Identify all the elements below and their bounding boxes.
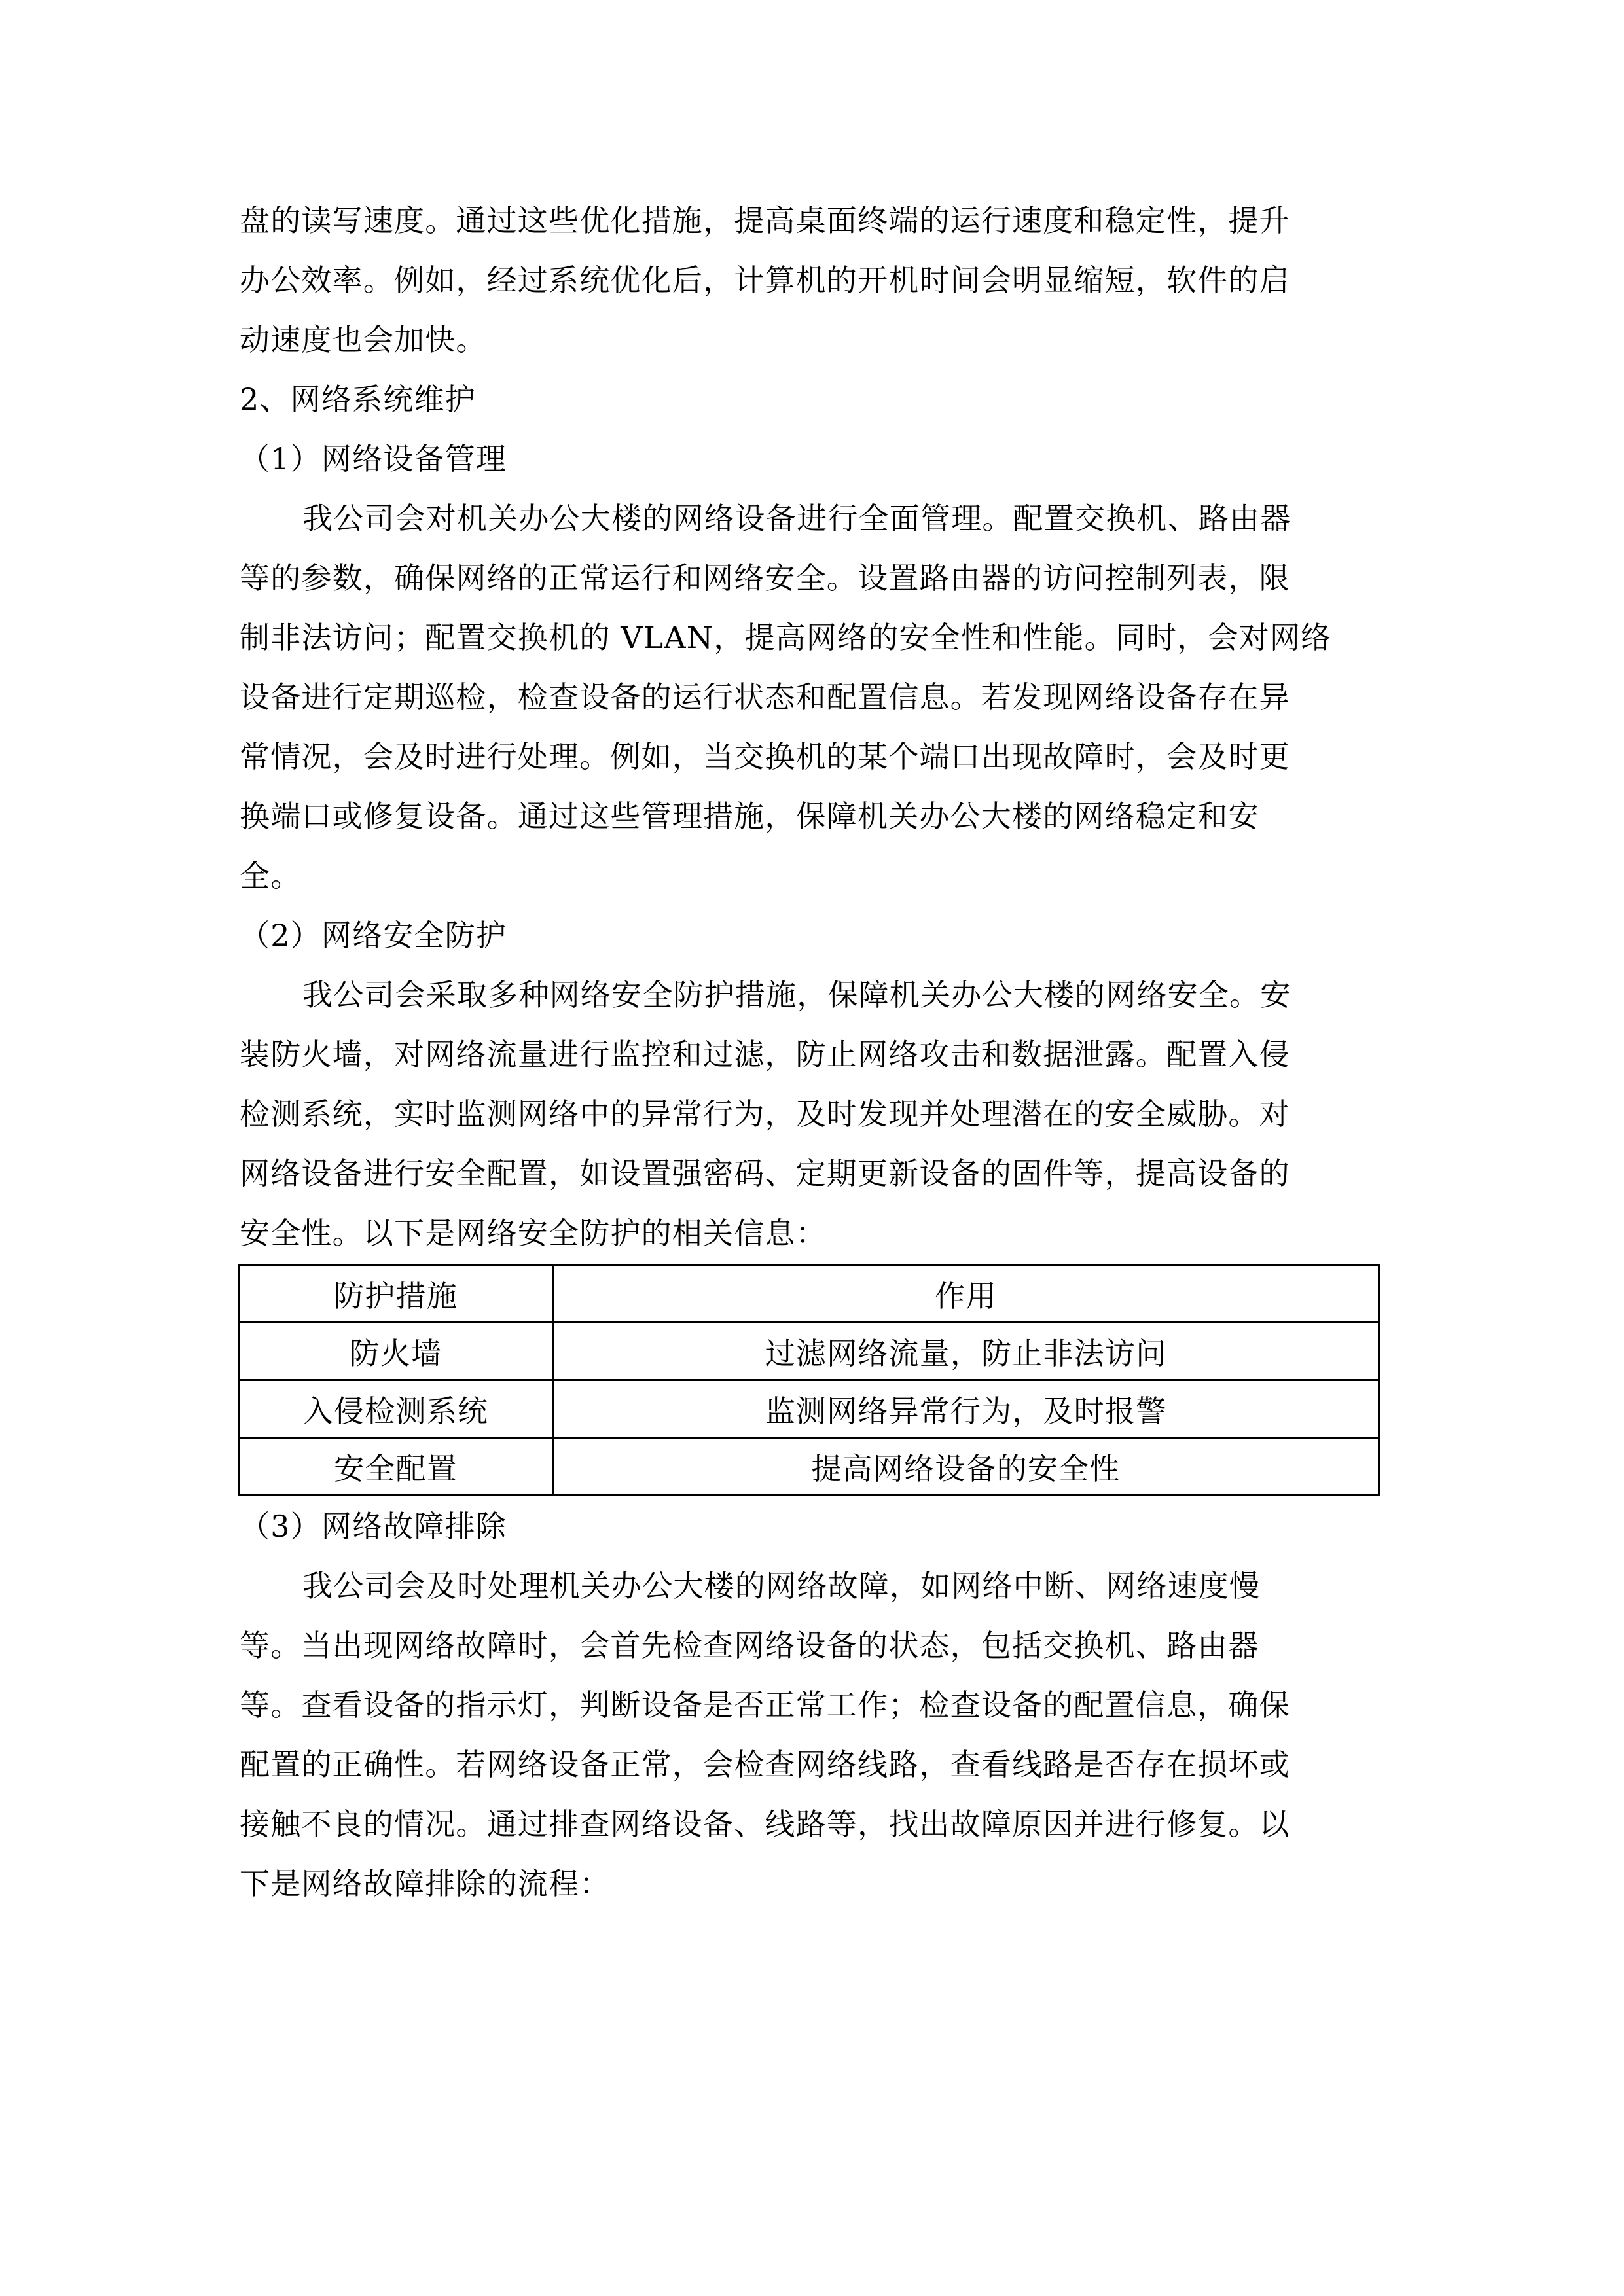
table-cell: 提高网络设备的安全性 xyxy=(553,1438,1379,1496)
text-line: 下是网络故障排除的流程： xyxy=(240,1866,611,1901)
text-line: 全。 xyxy=(240,858,302,893)
text-line: 制非法访问；配置交换机的 VLAN，提高网络的安全性和性能。同时，会对网络 xyxy=(240,620,1332,655)
text-line: 网络设备进行安全配置，如设置强密码、定期更新设备的固件等，提高设备的 xyxy=(240,1156,1290,1191)
subsection-heading: （3）网络故障排除 xyxy=(240,1509,507,1544)
security-measures-table xyxy=(238,1264,1380,1496)
table-cell: 过滤网络流量，防止非法访问 xyxy=(553,1323,1379,1380)
text-line: 装防火墙，对网络流量进行监控和过滤，防止网络攻击和数据泄露。配置入侵 xyxy=(240,1037,1290,1072)
text-line: 我公司会对机关办公大楼的网络设备进行全面管理。配置交换机、路由器 xyxy=(302,501,1291,536)
table-header-cell: 防护措施 xyxy=(239,1265,553,1323)
table-row xyxy=(239,1323,1379,1380)
section-heading: 2、网络系统维护 xyxy=(240,382,476,417)
text-line: 盘的读写速度。通过这些优化措施，提高桌面终端的运行速度和稳定性，提升 xyxy=(240,203,1290,238)
table-header-row xyxy=(239,1265,1379,1323)
text-line: 我公司会采取多种网络安全防护措施，保障机关办公大楼的网络安全。安 xyxy=(302,977,1291,1013)
text-line: 设备进行定期巡检，检查设备的运行状态和配置信息。若发现网络设备存在异 xyxy=(240,679,1290,715)
table-cell: 监测网络异常行为，及时报警 xyxy=(553,1380,1379,1438)
text-line: 检测系统，实时监测网络中的异常行为，及时发现并处理潜在的安全威胁。对 xyxy=(240,1096,1290,1132)
text-line: 我公司会及时处理机关办公大楼的网络故障，如网络中断、网络速度慢 xyxy=(302,1568,1261,1604)
table-header-cell: 作用 xyxy=(553,1265,1379,1323)
text-line: 等。查看设备的指示灯，判断设备是否正常工作；检查设备的配置信息，确保 xyxy=(240,1687,1290,1723)
text-line: 动速度也会加快。 xyxy=(240,322,487,357)
text-line: 办公效率。例如，经过系统优化后，计算机的开机时间会明显缩短，软件的启 xyxy=(240,262,1290,298)
text-line: 换端口或修复设备。通过这些管理措施，保障机关办公大楼的网络稳定和安 xyxy=(240,798,1259,834)
paragraph-network-troubleshooting xyxy=(240,1556,1382,1914)
text-line: 安全性。以下是网络安全防护的相关信息： xyxy=(240,1215,827,1251)
text-line: 等的参数，确保网络的正常运行和网络安全。设置路由器的访问控制列表，限 xyxy=(240,560,1290,596)
text-line: 配置的正确性。若网络设备正常，会检查网络线路，查看线路是否存在损坏或 xyxy=(240,1747,1290,1782)
paragraph-network-device-management xyxy=(240,489,1382,906)
subsection-heading: （1）网络设备管理 xyxy=(240,441,507,476)
text-line: 等。当出现网络故障时，会首先检查网络设备的状态，包括交换机、路由器 xyxy=(240,1628,1259,1663)
document-page xyxy=(240,191,1382,1914)
table-cell: 入侵检测系统 xyxy=(239,1380,553,1438)
table-cell: 防火墙 xyxy=(239,1323,553,1380)
paragraph-network-security xyxy=(240,965,1382,1263)
table-cell: 安全配置 xyxy=(239,1438,553,1496)
subsection-heading: （2）网络安全防护 xyxy=(240,918,507,953)
table-row xyxy=(239,1438,1379,1496)
table-row xyxy=(239,1380,1379,1438)
intro-paragraph xyxy=(240,191,1382,370)
text-line: 常情况，会及时进行处理。例如，当交换机的某个端口出现故障时，会及时更 xyxy=(240,739,1290,774)
text-line: 接触不良的情况。通过排查网络设备、线路等，找出故障原因并进行修复。以 xyxy=(240,1806,1290,1842)
